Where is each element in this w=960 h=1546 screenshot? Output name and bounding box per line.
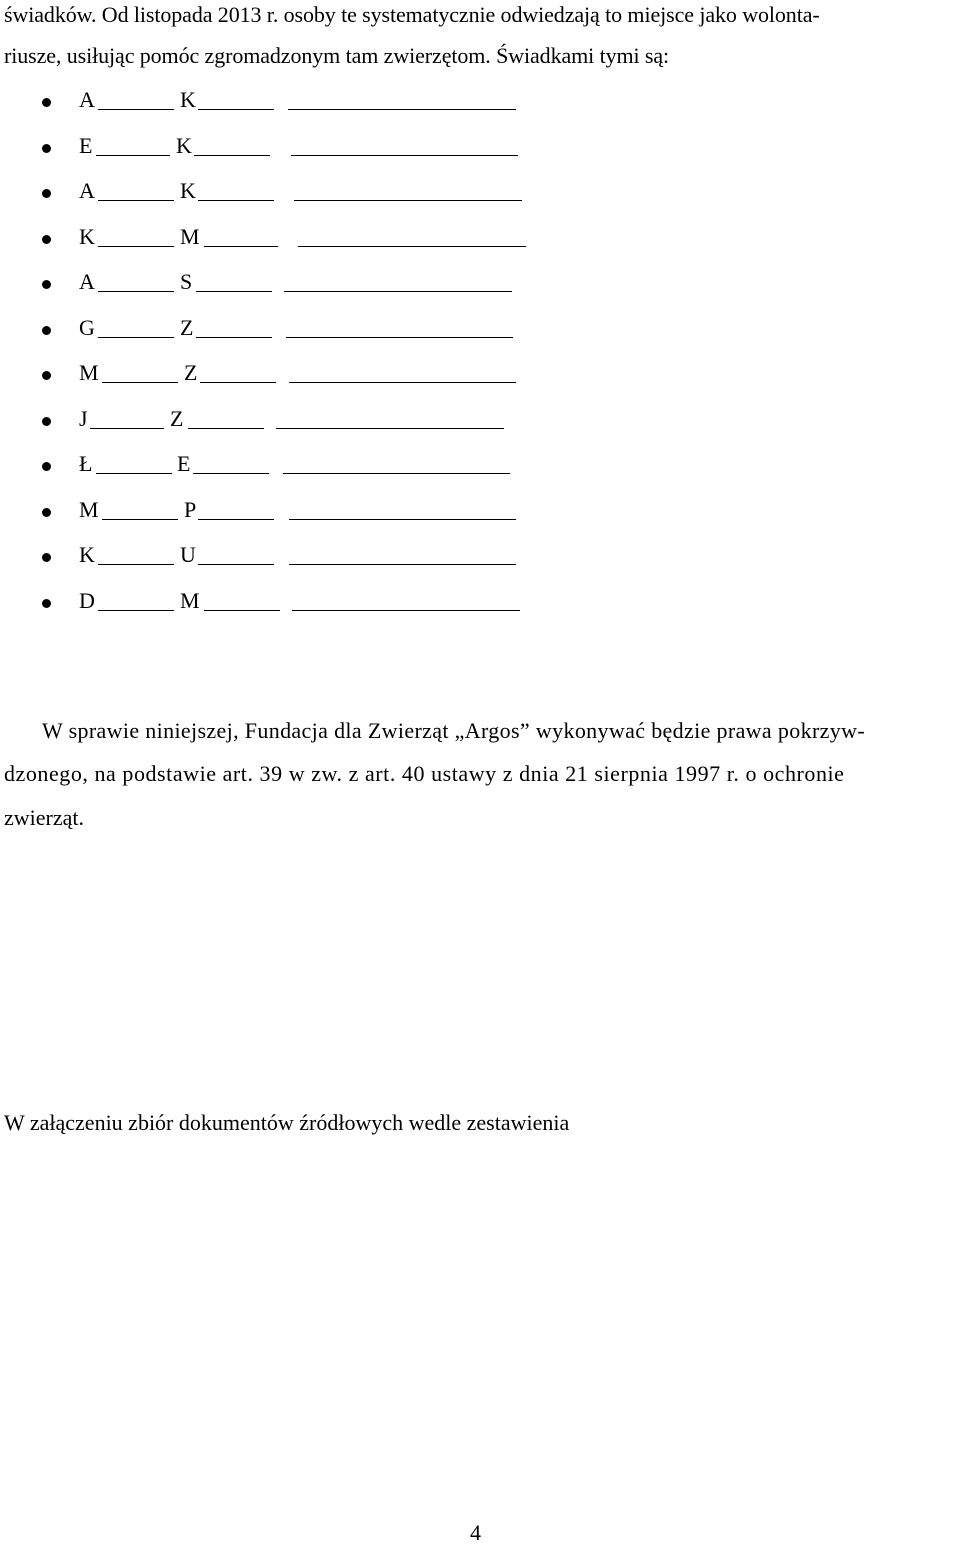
witness-list-item: [0, 269, 960, 299]
address-blank: [291, 155, 518, 156]
bullet-icon: [42, 599, 51, 608]
witness-list-item: [0, 451, 960, 481]
first-name-blank: [98, 200, 174, 201]
witness-list-item: [0, 87, 960, 117]
witness-list-item: [0, 315, 960, 345]
witness-last-initial: M: [180, 223, 200, 249]
bullet-icon: [42, 280, 51, 289]
first-name-blank: [102, 519, 178, 520]
bullet-icon: [42, 462, 51, 471]
closing-paragraph-line-2: dzonego, na podstawie art. 39 w zw. z art. 40 ustawy z dnia 21 sierpnia 1997 r. o ochronie: [4, 761, 845, 786]
witness-list-item: [0, 133, 960, 163]
last-name-blank: [198, 200, 274, 201]
closing-paragraph-line-1: W sprawie niniejszej, Fundacja dla Zwierząt „Argos” wykonywać będzie prawa pokrzyw-: [42, 718, 865, 743]
witness-list-item: [0, 542, 960, 572]
address-blank: [289, 564, 516, 565]
address-blank: [289, 382, 516, 383]
witness-list-item: [0, 588, 960, 618]
witness-list-item: [0, 178, 960, 208]
bullet-icon: [42, 326, 51, 335]
last-name-blank: [198, 519, 274, 520]
bullet-icon: [42, 371, 51, 380]
bullet-icon: [42, 417, 51, 426]
witness-first-initial: A: [79, 87, 95, 112]
last-name-blank: [188, 428, 264, 429]
address-blank: [284, 291, 512, 292]
witness-first-initial: J: [79, 405, 88, 431]
witness-list-item: [0, 406, 960, 436]
address-blank: [298, 246, 526, 247]
last-name-blank: [198, 109, 274, 110]
bullet-icon: [42, 189, 51, 198]
last-name-blank: [198, 564, 274, 565]
witness-last-initial: P: [184, 496, 197, 522]
first-name-blank: [102, 382, 178, 383]
bullet-icon: [42, 508, 51, 517]
bullet-icon: [42, 144, 51, 153]
first-name-blank: [98, 291, 174, 292]
witness-last-initial: K: [180, 87, 196, 112]
witness-first-initial: G: [79, 314, 95, 340]
closing-paragraph-line-3: zwierząt.: [4, 805, 84, 830]
first-name-blank: [96, 155, 170, 156]
witness-last-initial: S: [180, 269, 193, 294]
first-name-blank: [98, 564, 174, 565]
address-blank: [286, 337, 513, 338]
witness-last-initial: E: [177, 451, 191, 476]
witness-list-item: [0, 497, 960, 527]
witness-first-initial: A: [79, 269, 95, 294]
bullet-icon: [42, 235, 51, 244]
last-name-blank: [196, 337, 272, 338]
witness-last-initial: K: [176, 132, 192, 158]
last-name-blank: [193, 473, 269, 474]
intro-text-line-1: świadków. Od listopada 2013 r. osoby te systematycznie odwiedzają to miejsce jako wolonta-: [4, 2, 820, 27]
witness-last-initial: K: [180, 178, 196, 203]
page-number: 4: [470, 1520, 481, 1545]
witness-first-initial: E: [79, 132, 93, 158]
last-name-blank: [204, 246, 278, 247]
witness-last-initial: M: [180, 587, 200, 613]
witness-last-initial: U: [180, 542, 196, 567]
first-name-blank: [90, 428, 164, 429]
witness-last-initial: Z: [170, 405, 184, 431]
witness-last-initial: Z: [184, 360, 198, 385]
witness-last-initial: Z: [180, 314, 194, 340]
last-name-blank: [194, 155, 270, 156]
address-blank: [288, 109, 516, 110]
address-blank: [294, 200, 522, 201]
first-name-blank: [98, 337, 174, 338]
bullet-icon: [42, 98, 51, 107]
first-name-blank: [98, 246, 174, 247]
last-name-blank: [196, 291, 272, 292]
last-name-blank: [204, 610, 280, 611]
witness-first-initial: Ł: [79, 451, 93, 476]
address-blank: [276, 428, 504, 429]
witness-list-item: [0, 224, 960, 254]
witness-first-initial: D: [79, 587, 95, 613]
address-blank: [283, 473, 510, 474]
bullet-icon: [42, 553, 51, 562]
last-name-blank: [200, 382, 276, 383]
witness-first-initial: K: [79, 223, 95, 249]
witness-first-initial: M: [79, 496, 99, 522]
first-name-blank: [98, 109, 174, 110]
first-name-blank: [98, 610, 174, 611]
witness-first-initial: K: [79, 542, 95, 567]
witness-first-initial: M: [79, 360, 99, 385]
address-blank: [292, 610, 520, 611]
intro-text-line-2: riusze, usiłując pomóc zgromadzonym tam zwierzętom. Świadkami tymi są:: [4, 43, 670, 68]
first-name-blank: [96, 473, 172, 474]
witness-list-item: [0, 360, 960, 390]
address-blank: [289, 519, 516, 520]
attachment-note: W załączeniu zbiór dokumentów źródłowych wedle zestawienia: [4, 1110, 570, 1135]
witness-first-initial: A: [79, 178, 95, 203]
